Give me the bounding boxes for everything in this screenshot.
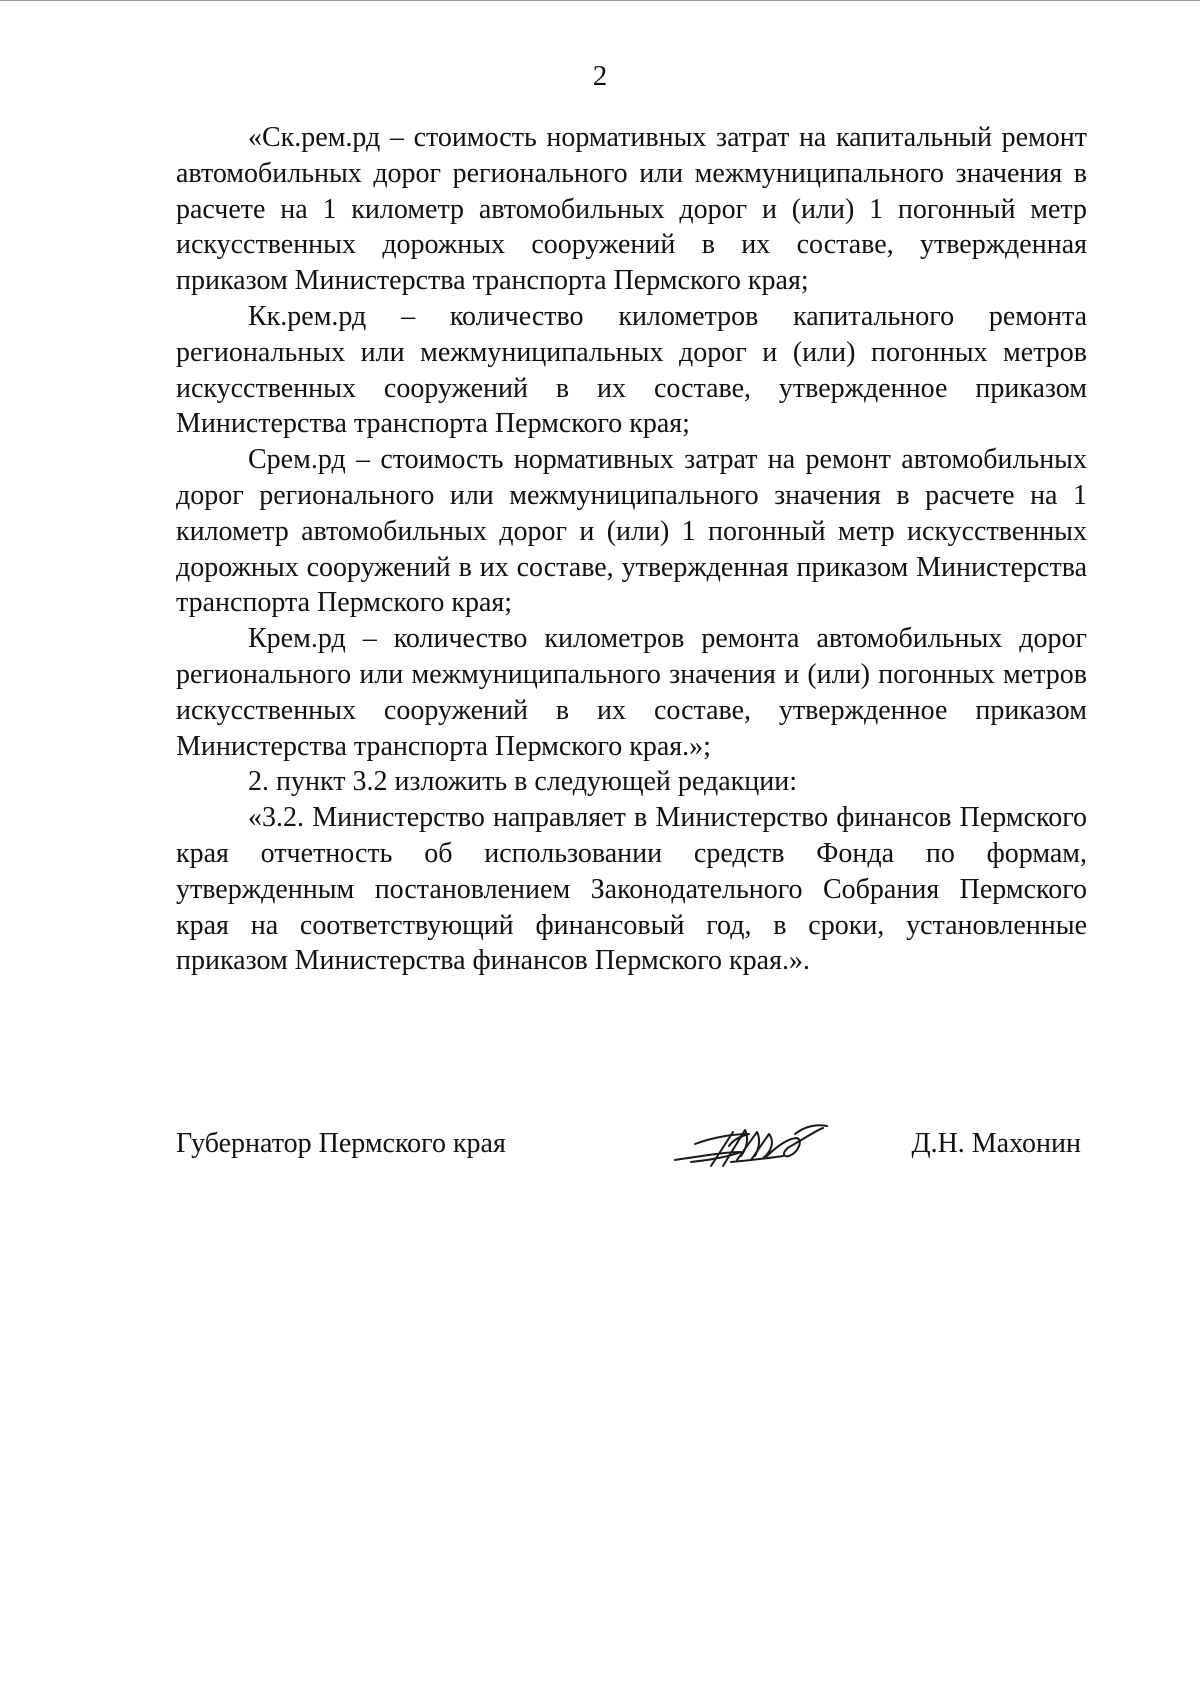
paragraph-krem-rd: Крем.рд – количество километров ремонта автомобильных дорог регионального или межмуниципального значения и (или) погонных метров искусственных сооружений в их составе, утвержденное приказом Министерства транспорта Пермского края.»; xyxy=(176,623,1087,762)
paragraph-clause-3-2: «3.2. Министерство направляет в Министерство финансов Пермского края отчетность об использовании средств Фонда по формам, утвержденным постановлением Законодательного Собрания Пермского края на соответствующий финансовый год, в сроки, установленные приказом Министерства финансов Пермского края.». xyxy=(176,802,1087,977)
signer-title: Губернатор Пермского края xyxy=(176,1128,506,1159)
document-body xyxy=(176,120,1087,979)
signature-block xyxy=(176,1126,1087,1176)
handwritten-signature xyxy=(671,1116,831,1172)
page-top-edge xyxy=(0,0,1200,1)
paragraph-kk-rem-rd: Кк.рем.рд – количество километров капитального ремонта региональных или межмуниципальных дорог и (или) погонных метров искусственных сооружений в их составе, утвержденное приказом Министерства транспорта Пермского края; xyxy=(176,300,1087,440)
paragraph-amendment-item-2: 2. пункт 3.2 изложить в следующей редакции: xyxy=(248,766,797,798)
signer-name: Д.Н. Махонин xyxy=(911,1128,1081,1159)
paragraph-sk-rem-rd: «Ск.рем.рд – стоимость нормативных затрат на капитальный ремонт автомобильных дорог регионального или межмуниципального значения в расчете на 1 километр автомобильных дорог и (или) 1 погонный метр искусственных дорожных сооружений в их составе, утвержденная приказом Министерства транспорта Пермского края; xyxy=(176,122,1087,297)
paragraph-srem-rd: Срем.рд – стоимость нормативных затрат на ремонт автомобильных дорог регионального или межмуниципального значения в расчете на 1 километр автомобильных дорог и (или) 1 погонный метр искусственных дорожных сооружений в их составе, утвержденная приказом Министерства транспорта Пермского края; xyxy=(176,444,1087,619)
page-number: 2 xyxy=(592,60,608,92)
